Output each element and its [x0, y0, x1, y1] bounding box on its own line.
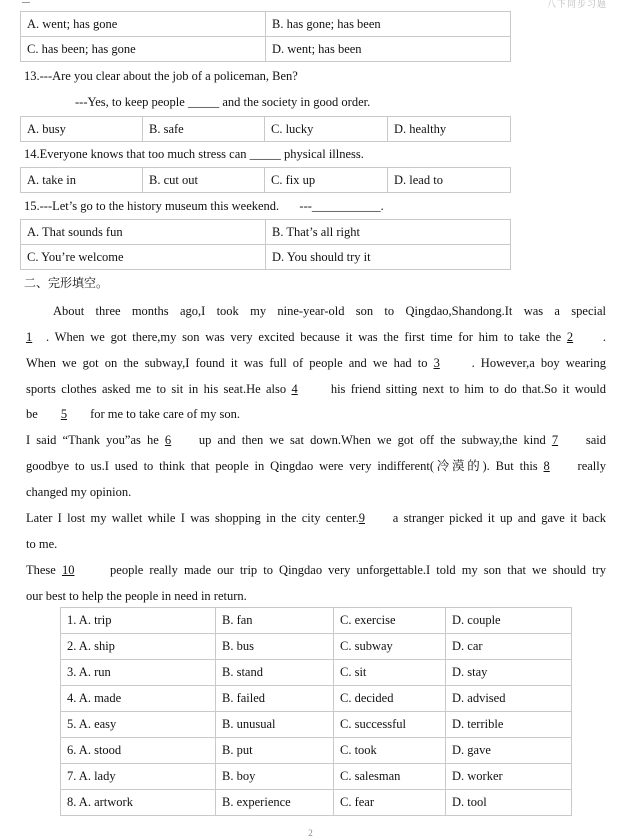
cloze-option-b[interactable]: B. bus [216, 634, 334, 660]
passage-line [26, 509, 606, 527]
cloze-option-b[interactable]: B. fan [216, 608, 334, 634]
cloze-row [61, 608, 572, 634]
passage-text: goodbye to us.I used to think that people in Qingdao were very indifferent(冷漠的). But this [26, 459, 538, 473]
cloze-row [61, 686, 572, 712]
cloze-row [61, 738, 572, 764]
cloze-option-b[interactable]: B. unusual [216, 712, 334, 738]
passage-text: his friend sitting next to him to do that.So it would [330, 382, 607, 396]
cloze-option-c[interactable]: C. took [334, 738, 446, 764]
section-title: 二、完形填空。 [24, 276, 109, 290]
cloze-option-a[interactable]: 3. A. run [61, 660, 216, 686]
cloze-option-a[interactable]: 7. A. lady [61, 764, 216, 790]
cloze-option-b[interactable]: B. stand [216, 660, 334, 686]
passage-text: sports clothes asked me to sit in his seat.He also [26, 382, 287, 396]
blank-9: 9 [358, 511, 365, 525]
option-a[interactable]: A. That sounds fun [21, 220, 266, 245]
q14-stem-pre: 14.Everyone knows that too much stress can [24, 147, 247, 161]
blank-3: 3 [433, 356, 440, 370]
option-b[interactable]: B. has gone; has been [266, 12, 511, 37]
q14-stem-post: physical illness. [284, 147, 364, 161]
options-row [21, 220, 511, 245]
q15-stem [24, 197, 384, 215]
option-c[interactable]: C. fix up [265, 168, 388, 193]
passage-line [26, 561, 606, 579]
cloze-option-d[interactable]: D. tool [446, 790, 572, 816]
passage-line [26, 354, 606, 372]
cloze-option-a[interactable]: 2. A. ship [61, 634, 216, 660]
passage-text: . [602, 330, 606, 344]
blank-10: 10 [61, 563, 75, 577]
cloze-option-c[interactable]: C. subway [334, 634, 446, 660]
q15-stem-pre: 15.---Let’s go to the history museum this weekend. [24, 199, 280, 213]
page-number: 2 [308, 828, 313, 838]
passage-text: a stranger picked it up and gave it back [392, 511, 606, 525]
option-d[interactable]: D. healthy [388, 117, 511, 142]
q14-stem [24, 145, 364, 163]
options-row [21, 117, 511, 142]
passage-text: When we got on the subway,I found it was full of people and we had to [26, 356, 428, 370]
passage-text: really [577, 459, 606, 473]
q13-options [20, 116, 511, 142]
option-a[interactable]: A. went; has gone [21, 12, 266, 37]
cloze-option-a[interactable]: 1. A. trip [61, 608, 216, 634]
option-c[interactable]: C. You’re welcome [21, 245, 266, 270]
cloze-row [61, 790, 572, 816]
cloze-row [61, 712, 572, 738]
blank-4: 4 [291, 382, 298, 396]
passage-text: for me to take care of my son. [90, 407, 241, 421]
cloze-option-b[interactable]: B. failed [216, 686, 334, 712]
options-row [21, 12, 511, 37]
cloze-option-d[interactable]: D. car [446, 634, 572, 660]
cloze-option-b[interactable]: B. put [216, 738, 334, 764]
q15-stem-post: --- [299, 199, 312, 213]
passage-line [26, 328, 606, 346]
passage-line [26, 380, 606, 398]
blank-1: 1 [26, 330, 33, 344]
q15-options [20, 219, 511, 270]
passage-text: be [26, 407, 38, 421]
cloze-option-d[interactable]: D. couple [446, 608, 572, 634]
blank-2: 2 [566, 330, 574, 344]
header-rule [22, 2, 30, 3]
passage-text: . However,a boy wearing [471, 356, 606, 370]
passage-text: people really made our trip to Qingdao very unforgettable.I told my son that we should try [110, 563, 607, 577]
blank-8: 8 [543, 459, 550, 473]
cloze-option-a[interactable]: 4. A. made [61, 686, 216, 712]
passage-text: . When we got there,my son was very excited because it was the first time for him to take the [46, 330, 562, 344]
cloze-option-c[interactable]: C. exercise [334, 608, 446, 634]
passage-text: Later I lost my wallet while I was shopping in the city center. [26, 511, 359, 525]
option-d[interactable]: D. lead to [388, 168, 511, 193]
cloze-row [61, 660, 572, 686]
q13-blank: _____ [187, 95, 220, 109]
cloze-option-d[interactable]: D. stay [446, 660, 572, 686]
q13-answer [75, 93, 370, 111]
cloze-options-table [60, 607, 572, 816]
options-row [21, 245, 511, 270]
q13-answer-post: and the society in good order. [222, 95, 371, 109]
passage-text: up and then we sat down.When we got off the subway,the kind [198, 433, 546, 447]
cloze-option-d[interactable]: D. terrible [446, 712, 572, 738]
passage-line: our best to help the people in need in return. [26, 589, 247, 603]
option-d[interactable]: D. You should try it [266, 245, 511, 270]
blank-6: 6 [164, 433, 172, 447]
header-mark: 八下同步习题 [546, 0, 607, 9]
option-a[interactable]: A. take in [21, 168, 143, 193]
q15-end: . [380, 199, 384, 213]
cloze-option-d[interactable]: D. advised [446, 686, 572, 712]
q15-blank: ___________ [311, 199, 381, 213]
options-row [21, 168, 511, 193]
passage-line: About three months ago,I took my nine-year-old son to Qingdao,Shandong.It was a special [53, 304, 606, 318]
options-row [21, 37, 511, 62]
cloze-option-c[interactable]: C. successful [334, 712, 446, 738]
cloze-option-a[interactable]: 6. A. stood [61, 738, 216, 764]
q13-answer-pre: ---Yes, to keep people [75, 95, 185, 109]
cloze-option-b[interactable]: B. boy [216, 764, 334, 790]
blank-7: 7 [551, 433, 559, 447]
option-a[interactable]: A. busy [21, 117, 143, 142]
cloze-option-c[interactable]: C. decided [334, 686, 446, 712]
option-b[interactable]: B. cut out [143, 168, 265, 193]
cloze-option-d[interactable]: D. worker [446, 764, 572, 790]
cloze-row [61, 634, 572, 660]
q14-options [20, 167, 511, 193]
q12-options [20, 11, 511, 62]
option-d[interactable]: D. went; has been [266, 37, 511, 62]
passage-line: changed my opinion. [26, 485, 132, 499]
q14-blank: _____ [249, 147, 281, 161]
passage-line [26, 457, 606, 475]
cloze-option-d[interactable]: D. gave [446, 738, 572, 764]
option-c[interactable]: C. lucky [265, 117, 388, 142]
passage-text: These [26, 563, 56, 577]
passage-line [26, 405, 606, 423]
cloze-option-a[interactable]: 8. A. artwork [61, 790, 216, 816]
cloze-option-b[interactable]: B. experience [216, 790, 334, 816]
passage-text: I said “Thank you”as he [26, 433, 159, 447]
passage-text: said [585, 433, 606, 447]
cloze-option-c[interactable]: C. sit [334, 660, 446, 686]
blank-5: 5 [60, 407, 68, 421]
passage-line [26, 431, 606, 449]
cloze-option-a[interactable]: 5. A. easy [61, 712, 216, 738]
option-c[interactable]: C. has been; has gone [21, 37, 266, 62]
passage-line: to me. [26, 537, 58, 551]
q13-stem: 13.---Are you clear about the job of a policeman, Ben? [24, 69, 298, 83]
cloze-option-c[interactable]: C. salesman [334, 764, 446, 790]
option-b[interactable]: B. safe [143, 117, 265, 142]
cloze-option-c[interactable]: C. fear [334, 790, 446, 816]
cloze-row [61, 764, 572, 790]
option-b[interactable]: B. That’s all right [266, 220, 511, 245]
